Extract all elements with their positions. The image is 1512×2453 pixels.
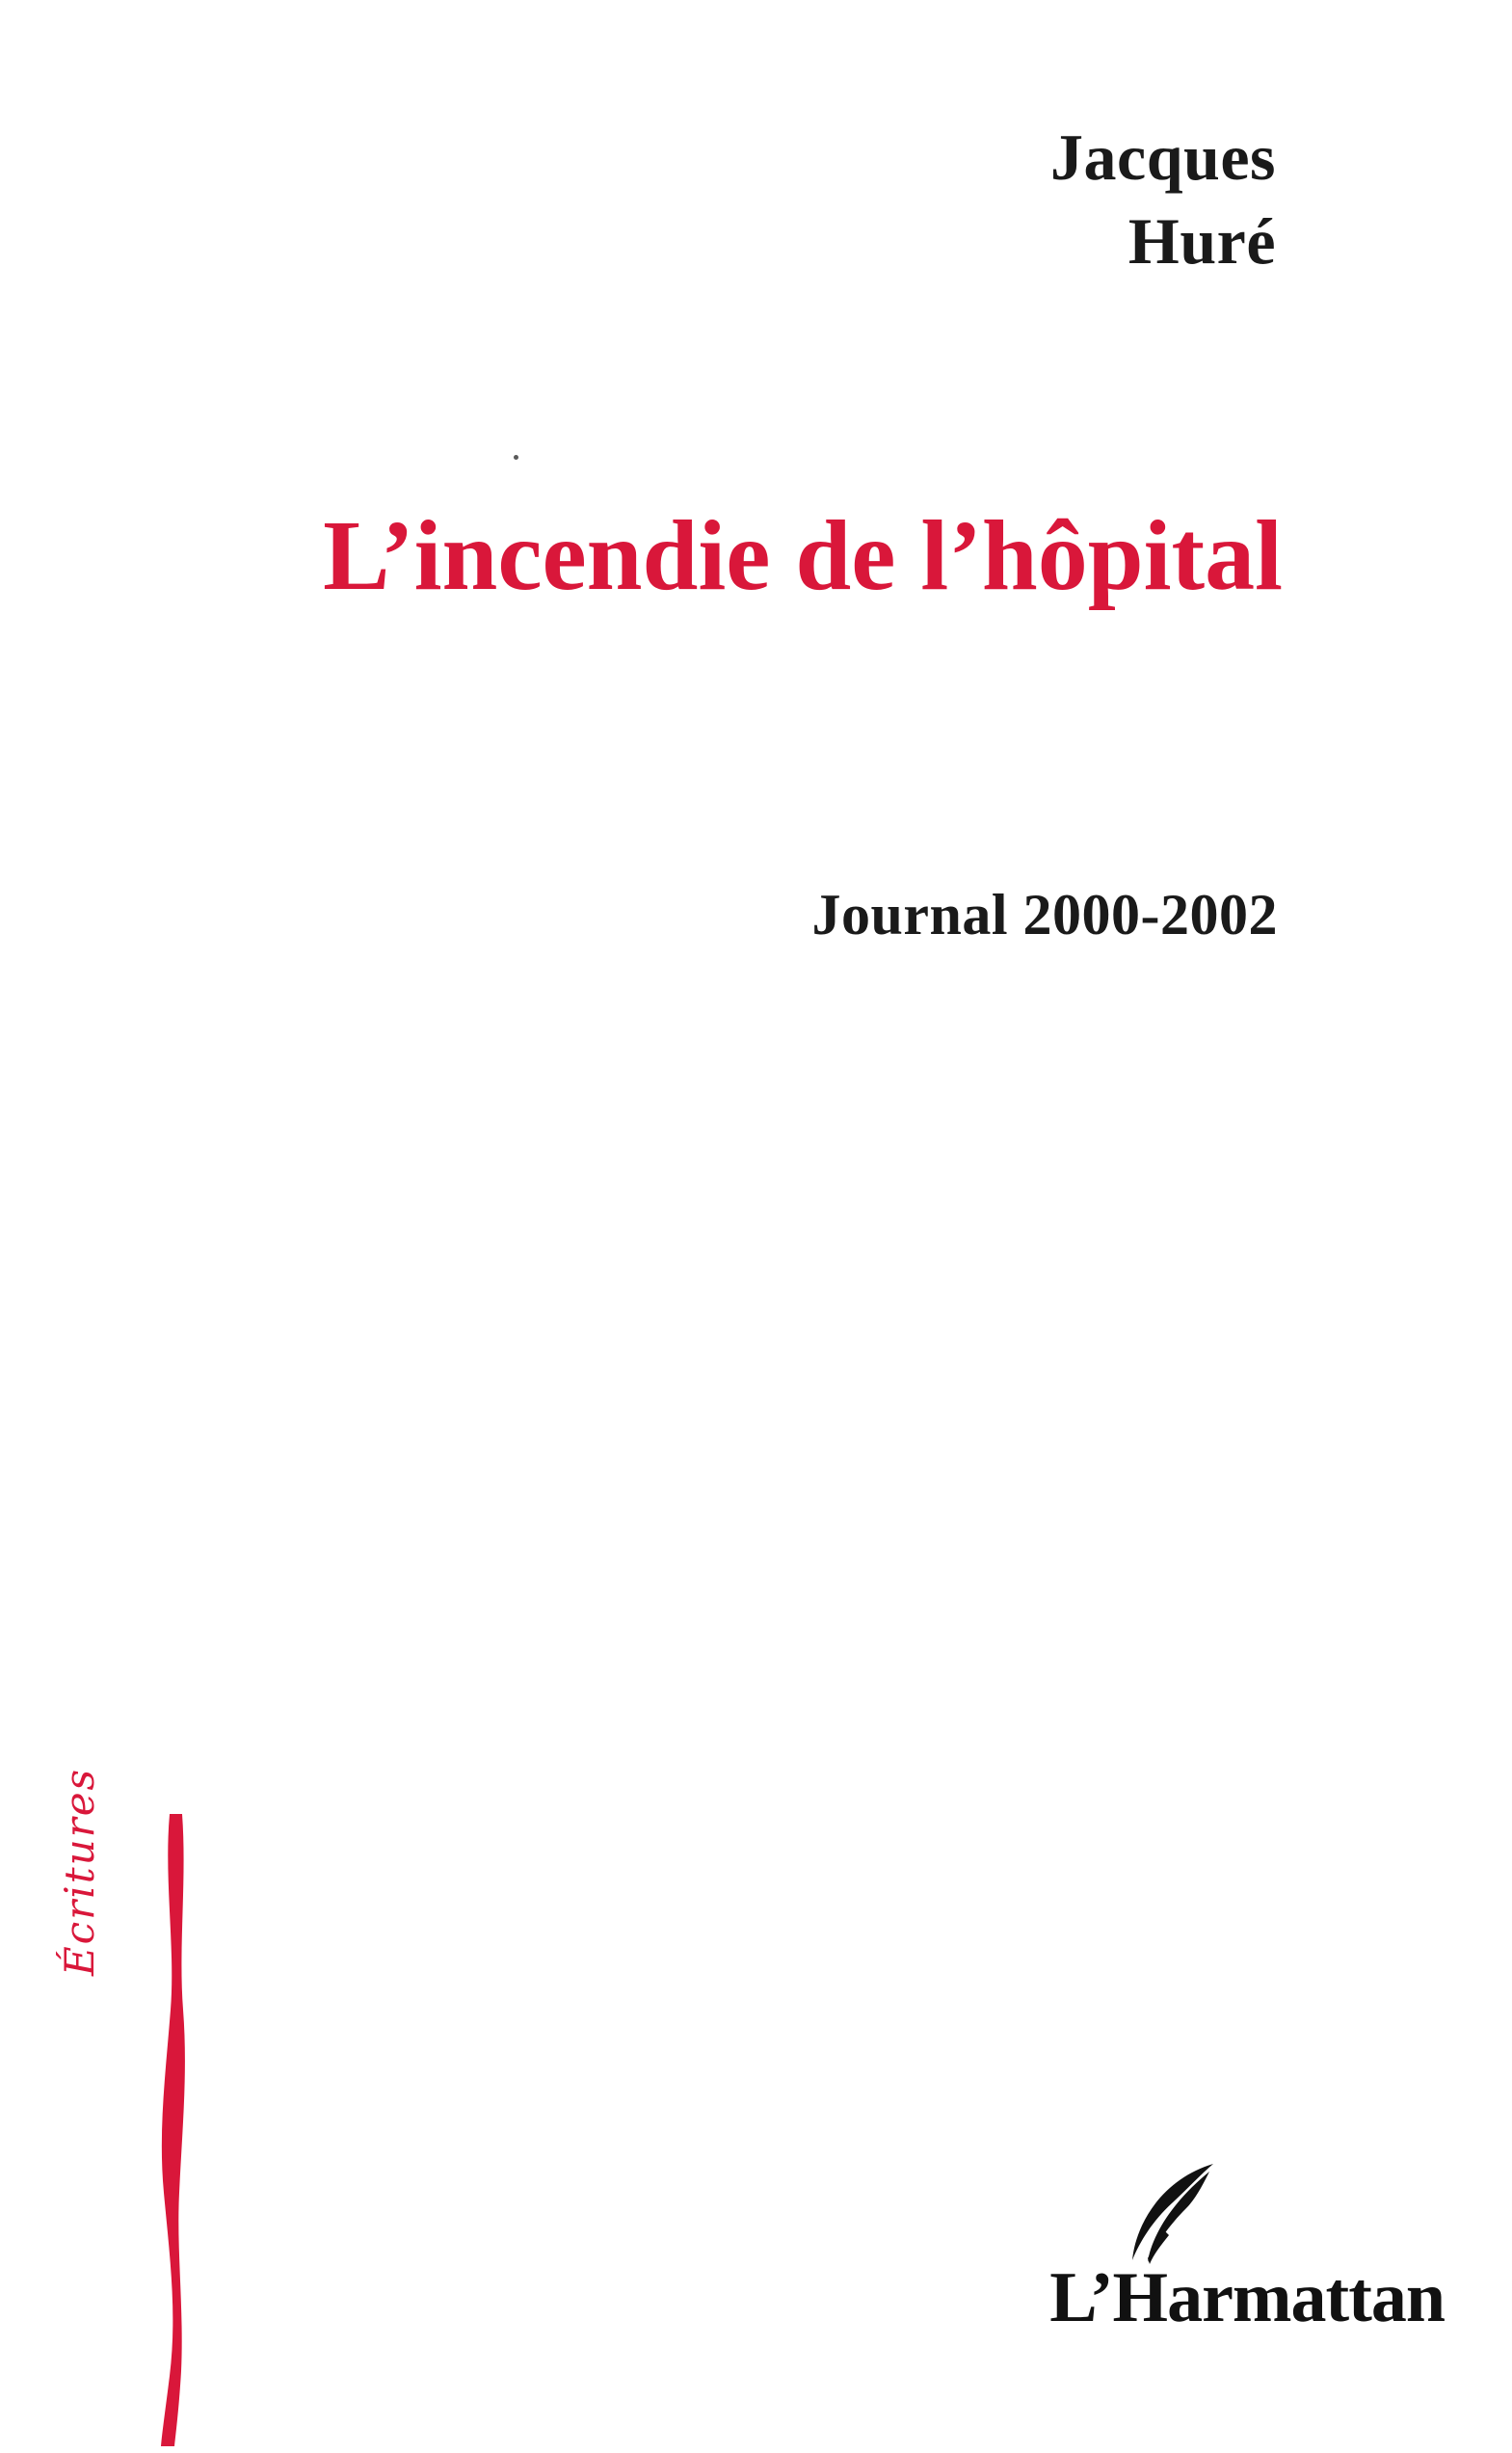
author-last-name: Huré <box>1127 204 1276 279</box>
book-title: L’incendie de l’hôpital <box>323 500 1283 611</box>
collection-label: Écritures <box>56 1767 103 1976</box>
publisher-name: L’Harmattan <box>1049 2258 1445 2337</box>
decorative-dot <box>514 455 518 460</box>
author-name <box>1050 116 1276 283</box>
book-subtitle: Journal 2000-2002 <box>811 883 1278 947</box>
publisher-logo <box>1011 2162 1445 2345</box>
collection-brush-mark <box>145 1812 202 2448</box>
author-first-name: Jacques <box>1050 120 1276 194</box>
harmattan-leaf-icon <box>1105 2158 1221 2274</box>
